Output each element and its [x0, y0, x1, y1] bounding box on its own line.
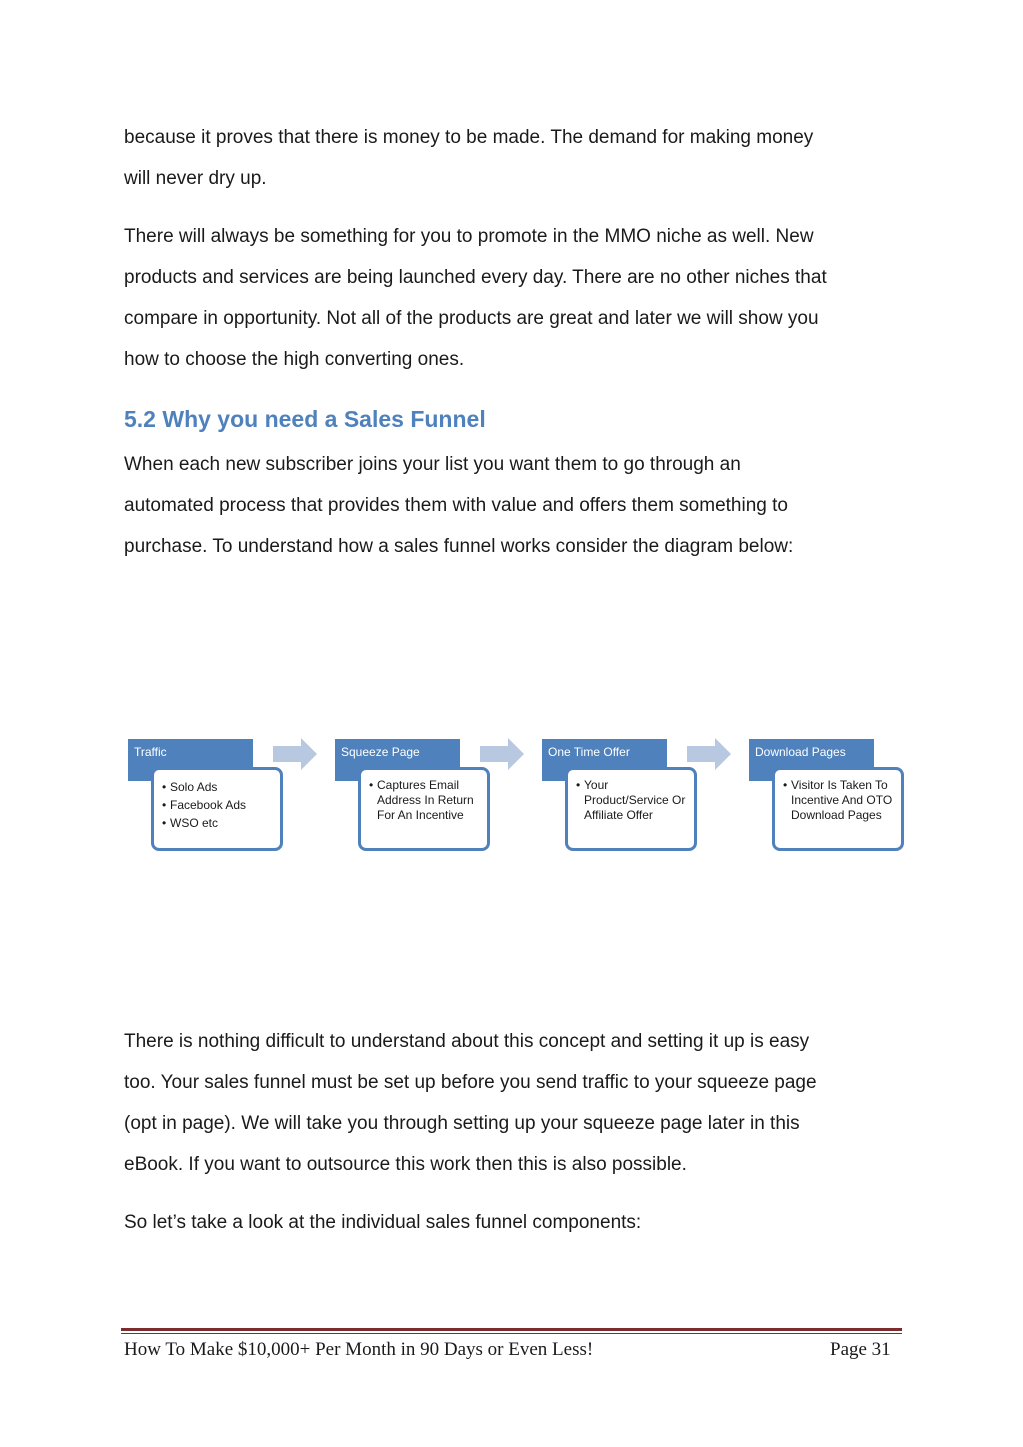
- funnel-step-title: Download Pages: [749, 739, 874, 781]
- body-text-line: purchase. To understand how a sales funnel works consider the diagram below:: [124, 536, 794, 557]
- funnel-step-item: • Your Product/Service Or Affiliate Offer: [576, 778, 688, 823]
- body-text-line: will never dry up.: [124, 168, 267, 189]
- footer-rule: [121, 1328, 902, 1331]
- funnel-step-title: Squeeze Page: [335, 739, 460, 781]
- funnel-step-item: • WSO etc: [162, 814, 274, 832]
- funnel-step-box: [565, 767, 697, 851]
- arrow-right-icon: [687, 738, 731, 770]
- body-text-line: So let’s take a look at the individual sales funnel components:: [124, 1212, 642, 1233]
- funnel-step-item: • Solo Ads: [162, 778, 274, 796]
- funnel-step-title: Traffic: [128, 739, 253, 781]
- arrow-right-icon: [480, 738, 524, 770]
- body-text-line: automated process that provides them with value and offers them something to: [124, 495, 788, 516]
- arrow-right-icon: [273, 738, 317, 770]
- funnel-step-download-pages: [749, 739, 925, 853]
- body-text-line: There is nothing difficult to understand about this concept and setting it up is easy: [124, 1031, 810, 1052]
- funnel-step-box: [151, 767, 283, 851]
- footer-title: How To Make $10,000+ Per Month in 90 Days or Even Less!: [124, 1339, 594, 1360]
- footer-rule: [121, 1333, 902, 1334]
- body-text-line: too. Your sales funnel must be set up before you send traffic to your squeeze page: [124, 1072, 817, 1093]
- funnel-step-item: • Captures Email Address In Return For An Incentive: [369, 778, 481, 823]
- funnel-step-box: [772, 767, 904, 851]
- page-number: Page 31: [830, 1339, 891, 1360]
- funnel-step-item: • Visitor Is Taken To Incentive And OTO Download Pages: [783, 778, 895, 823]
- funnel-step-box: [358, 767, 490, 851]
- funnel-step-item: • Facebook Ads: [162, 796, 274, 814]
- body-text-line: compare in opportunity. Not all of the products are great and later we will show you: [124, 308, 819, 329]
- section-heading: 5.2 Why you need a Sales Funnel: [124, 406, 486, 432]
- body-text-line: products and services are being launched every day. There are no other niches that: [124, 267, 827, 288]
- body-text-line: There will always be something for you to promote in the MMO niche as well. New: [124, 226, 814, 247]
- body-text-line: how to choose the high converting ones.: [124, 349, 465, 370]
- body-text-line: (opt in page). We will take you through setting up your squeeze page later in this: [124, 1113, 800, 1134]
- funnel-step-title: One Time Offer: [542, 739, 667, 781]
- body-text-line: because it proves that there is money to be made. The demand for making money: [124, 127, 814, 148]
- body-text-line: eBook. If you want to outsource this work then this is also possible.: [124, 1154, 687, 1175]
- body-text-line: When each new subscriber joins your list you want them to go through an: [124, 454, 741, 475]
